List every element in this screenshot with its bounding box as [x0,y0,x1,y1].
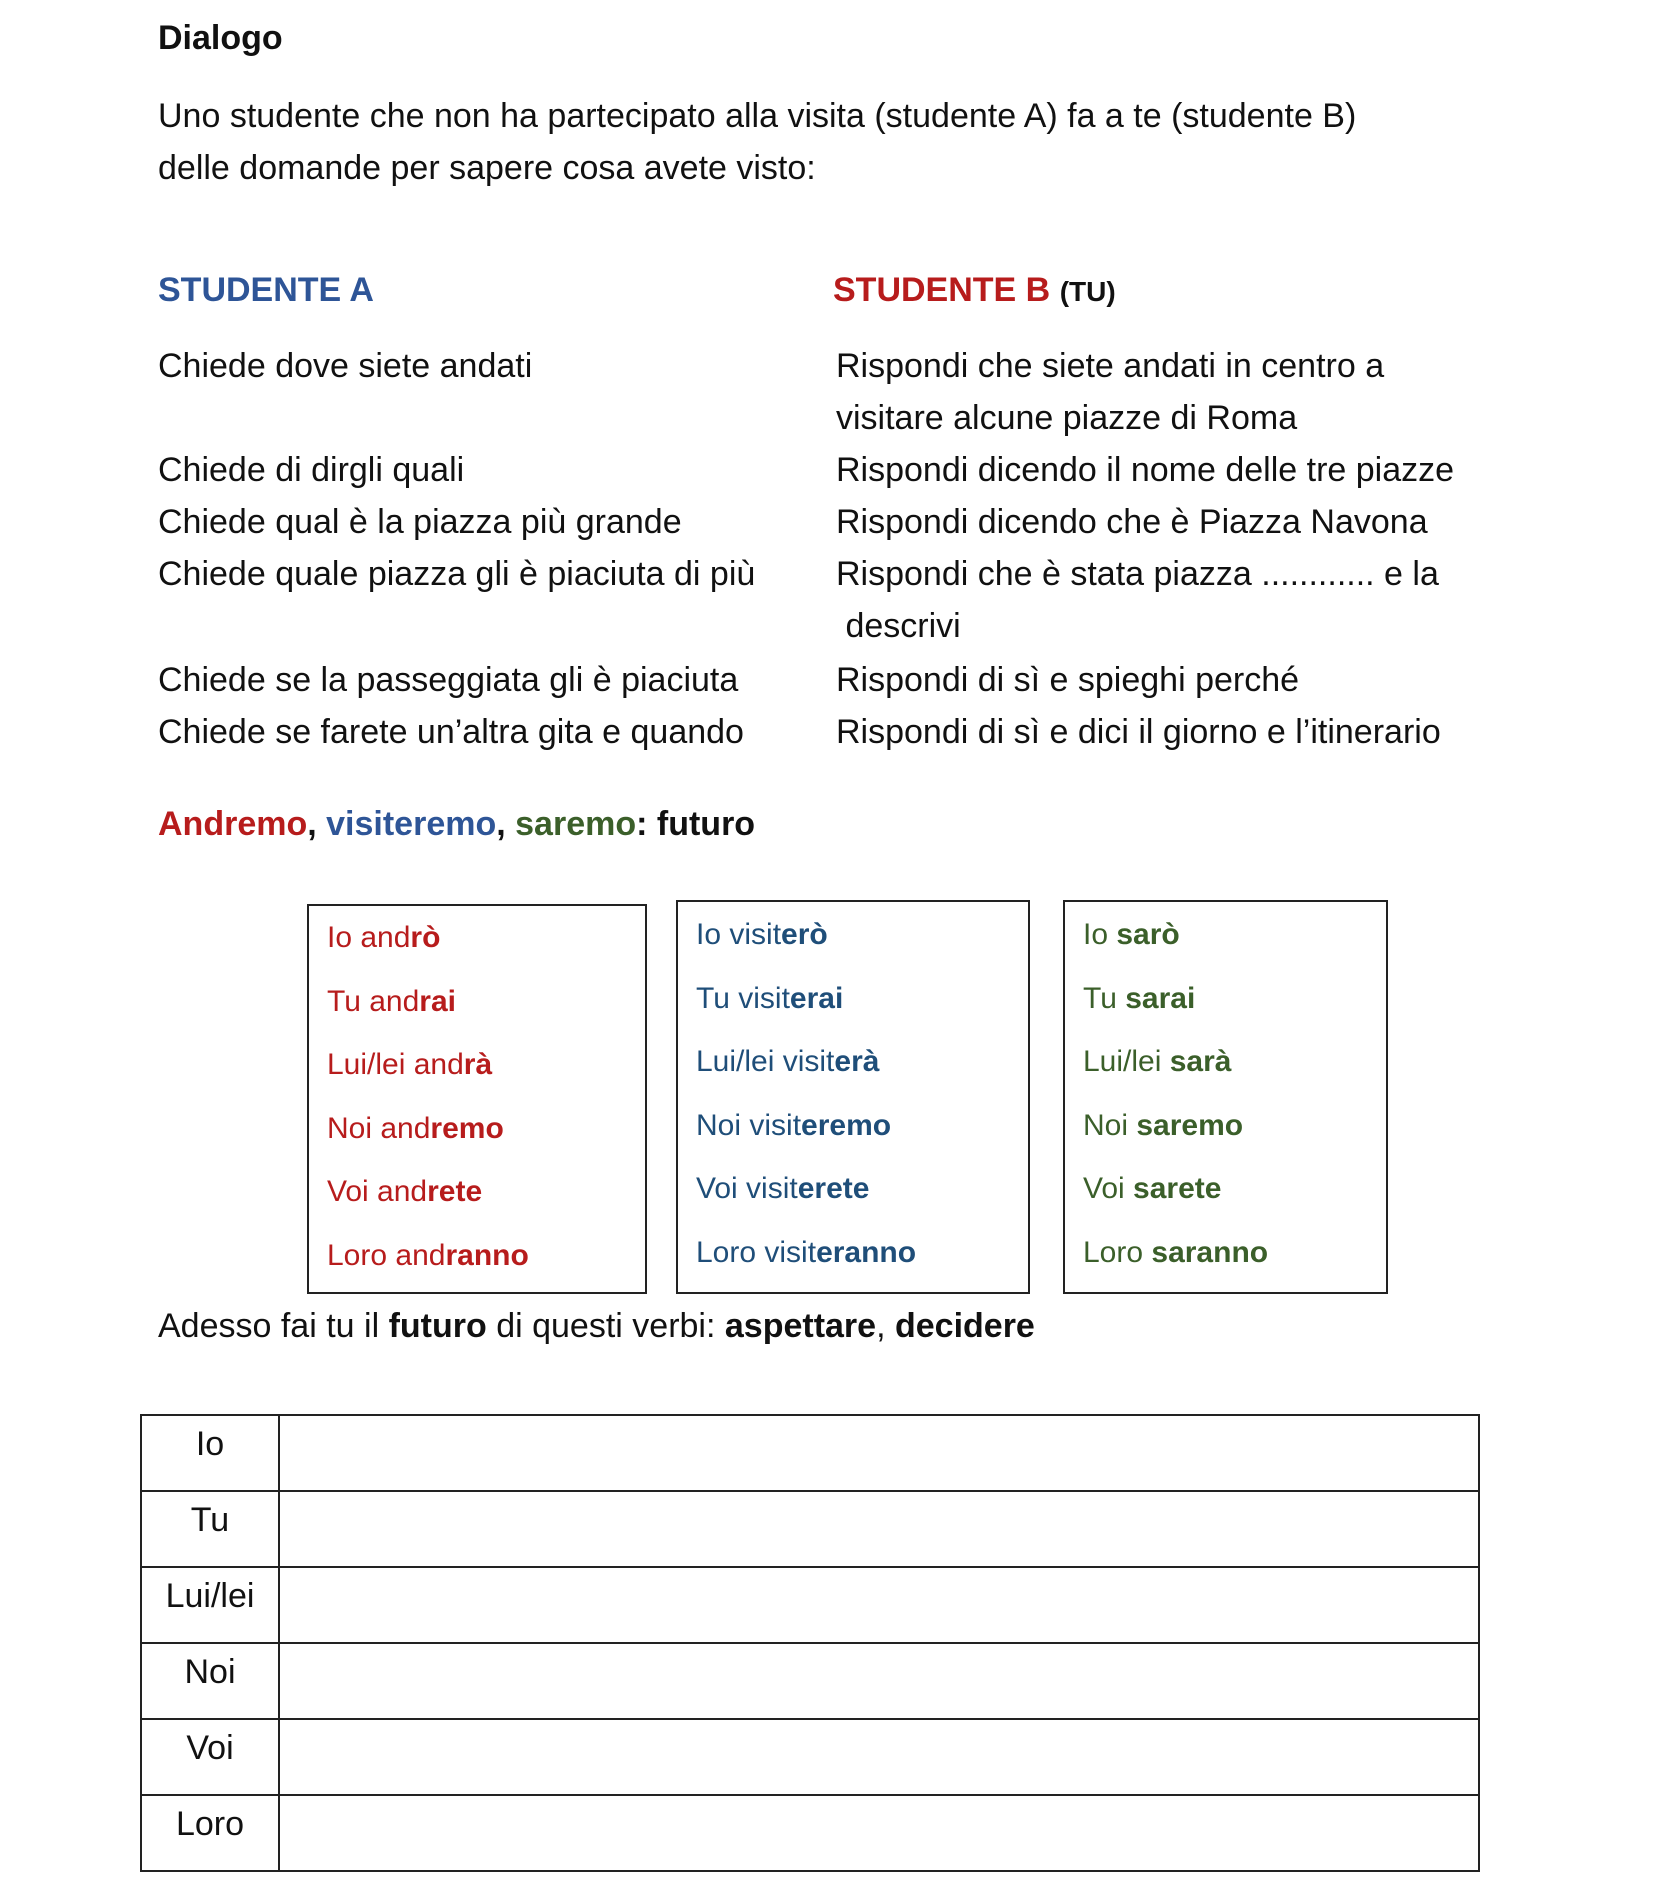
student-b-line: Rispondi dicendo che è Piazza Navona [836,503,1428,541]
conjugation-line: Noi andremo [327,1112,504,1145]
table-row [141,1795,1479,1871]
answer-cell[interactable] [279,1719,1479,1795]
table-row [141,1567,1479,1643]
student-a-line: Chiede di dirgli quali [158,451,465,489]
exercise-table [140,1414,1480,1872]
student-b-line: descrivi [836,607,961,645]
conjugation-line: Lui/lei visiterà [696,1045,880,1078]
conjugation-line: Noi visiteremo [696,1109,892,1142]
conjugation-line: Voi visiterete [696,1172,870,1205]
pronoun-cell: Loro [141,1795,279,1871]
conjugation-line: Loro visiteranno [696,1236,917,1269]
conjugation-line: Lui/lei andrà [327,1048,493,1081]
conjugation-line: Voi sarete [1083,1172,1222,1205]
conjugation-line: Tu visiterai [696,982,844,1015]
conjugation-line: Io andrò [327,921,441,954]
pronoun-cell: Voi [141,1719,279,1795]
conjugation-box-essere [1063,900,1388,1294]
student-a-line: Chiede se la passeggiata gli è piaciuta [158,661,739,699]
pronoun-cell: Tu [141,1491,279,1567]
conjugation-line: Tu andrai [327,985,456,1018]
answer-cell[interactable] [279,1415,1479,1491]
conjugation-line: Io visiterò [696,918,828,951]
intro-line-2: delle domande per sapere cosa avete visto: [158,149,816,187]
table-row [141,1491,1479,1567]
student-a-line: Chiede dove siete andati [158,347,533,385]
conjugation-line: Tu sarai [1083,982,1196,1015]
exercise-instruction: Adesso fai tu il futuro di questi verbi: aspettare, decidere [158,1307,1035,1345]
student-a-line: Chiede se farete un’altra gita e quando [158,713,744,751]
table-row [141,1643,1479,1719]
intro-line-1: Uno studente che non ha partecipato alla visita (studente A) fa a te (studente B) [158,97,1357,135]
pronoun-cell: Lui/lei [141,1567,279,1643]
student-a-label: STUDENTE A [158,271,374,309]
answer-cell[interactable] [279,1491,1479,1567]
student-b-line: visitare alcune piazze di Roma [836,399,1298,437]
pronoun-cell: Noi [141,1643,279,1719]
conjugation-line: Lui/lei sarà [1083,1045,1232,1078]
student-b-line: Rispondi dicendo il nome delle tre piazze [836,451,1455,489]
student-a-line: Chiede quale piazza gli è piaciuta di più [158,555,756,593]
table-row [141,1719,1479,1795]
heading: Dialogo [158,19,283,57]
future-title: Andremo, visiteremo, saremo: futuro [158,805,756,843]
student-b-label: STUDENTE B (TU) [833,271,1116,309]
student-b-line: Rispondi di sì e spieghi perché [836,661,1300,699]
conjugation-box-visitare [676,900,1030,1294]
answer-cell[interactable] [279,1795,1479,1871]
conjugation-line: Voi andrete [327,1175,483,1208]
student-b-line: Rispondi di sì e dici il giorno e l’itinerario [836,713,1441,751]
answer-cell[interactable] [279,1643,1479,1719]
conjugation-line: Loro saranno [1083,1236,1269,1269]
conjugation-line: Noi saremo [1083,1109,1244,1142]
conjugation-box-andare [307,904,647,1294]
table-row [141,1415,1479,1491]
student-b-line: Rispondi che siete andati in centro a [836,347,1385,385]
student-b-line: Rispondi che è stata piazza ............ e la [836,555,1439,593]
answer-cell[interactable] [279,1567,1479,1643]
student-a-line: Chiede qual è la piazza più grande [158,503,682,541]
pronoun-cell: Io [141,1415,279,1491]
conjugation-line: Loro andranno [327,1239,529,1272]
conjugation-line: Io sarò [1083,918,1180,951]
